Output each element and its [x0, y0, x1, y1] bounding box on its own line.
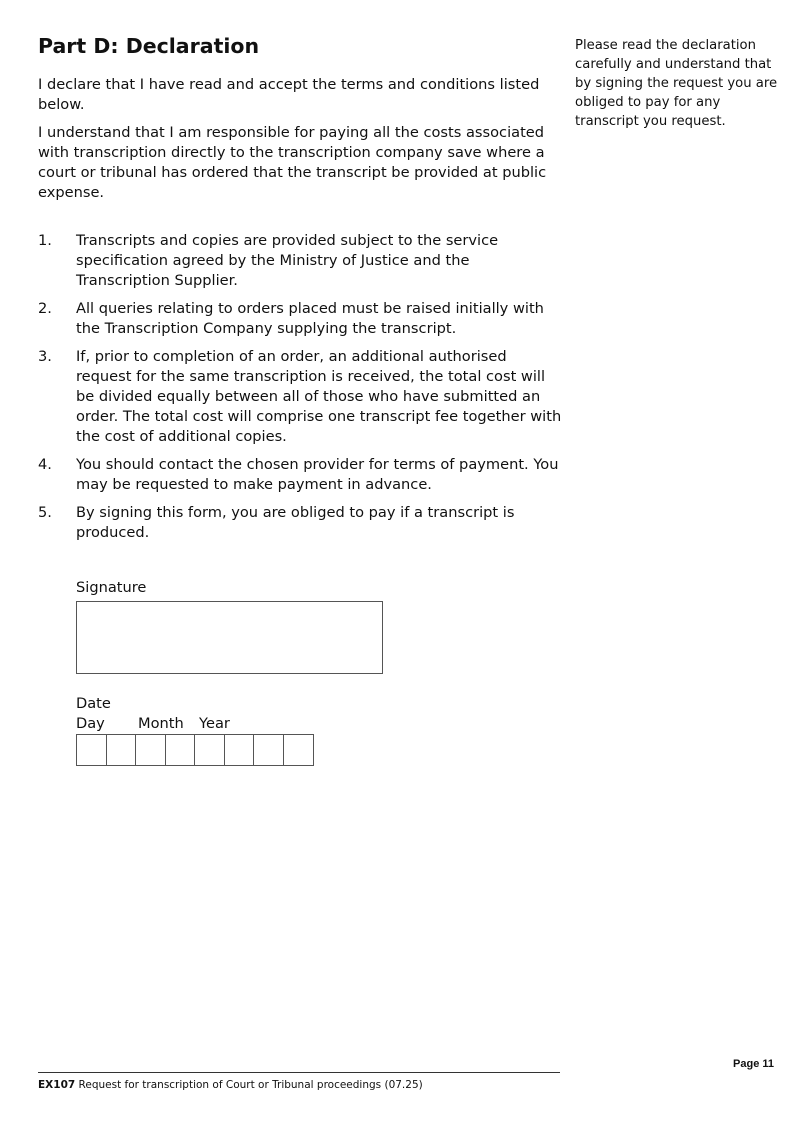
terms-list — [38, 231, 563, 551]
term-text: All queries relating to orders placed must be raised initially with the Transcription Company supplying the transcript. — [76, 300, 544, 337]
year-digit-4-field[interactable] — [284, 735, 314, 765]
term-number: 1. — [38, 232, 52, 249]
signature-label: Signature — [76, 579, 147, 596]
term-item — [38, 503, 563, 543]
day-label: Day — [76, 715, 105, 732]
year-label: Year — [199, 715, 230, 732]
footer-text — [38, 1078, 423, 1092]
term-text: You should contact the chosen provider for terms of payment. You may be requested to make payment in advance. — [76, 456, 559, 493]
term-number: 3. — [38, 348, 52, 365]
form-title: Request for transcription of Court or Tribunal proceedings (07.25) — [78, 1079, 423, 1091]
term-item — [38, 299, 563, 339]
year-digit-2-field[interactable] — [225, 735, 255, 765]
footer-divider — [38, 1072, 560, 1073]
day-digit-2-field[interactable] — [107, 735, 137, 765]
date-input-group — [76, 734, 314, 766]
term-number: 5. — [38, 504, 52, 521]
term-item — [38, 455, 563, 495]
form-code: EX107 — [38, 1079, 76, 1091]
term-text: Transcripts and copies are provided subject to the service specification agreed by the Ministry of Justice and the Transcription Supplier. — [76, 232, 499, 289]
month-digit-2-field[interactable] — [166, 735, 196, 765]
side-note: Please read the declaration carefully and understand that by signing the request you are obliged to pay for any transcript you request. — [575, 38, 778, 129]
year-digit-1-field[interactable] — [195, 735, 225, 765]
term-number: 2. — [38, 300, 52, 317]
day-digit-1-field[interactable] — [77, 735, 107, 765]
term-number: 4. — [38, 456, 52, 473]
term-text: If, prior to completion of an order, an additional authorised request for the same transcription is received, the total cost will be divided equally between all of those who have submitted an order. The total cost will comprise one transcript fee together with the cost of additional copies. — [76, 348, 562, 445]
year-digit-3-field[interactable] — [254, 735, 284, 765]
declaration-paragraph-2: I understand that I am responsible for paying all the costs associated with transcription directly to the transcription company save where a court or tribunal has ordered that the transcript be provided at public expense. — [38, 124, 547, 201]
declaration-paragraph-1: I declare that I have read and accept the terms and conditions listed below. — [38, 76, 540, 113]
month-digit-1-field[interactable] — [136, 735, 166, 765]
term-text: By signing this form, you are obliged to pay if a transcript is produced. — [76, 504, 515, 541]
date-label: Date — [76, 695, 111, 712]
term-item — [38, 347, 563, 447]
page-title: Part D: Declaration — [38, 34, 260, 58]
term-item — [38, 231, 563, 291]
signature-field[interactable] — [76, 601, 383, 674]
month-label: Month — [138, 715, 184, 732]
page-number: Page 11 — [733, 1058, 774, 1070]
